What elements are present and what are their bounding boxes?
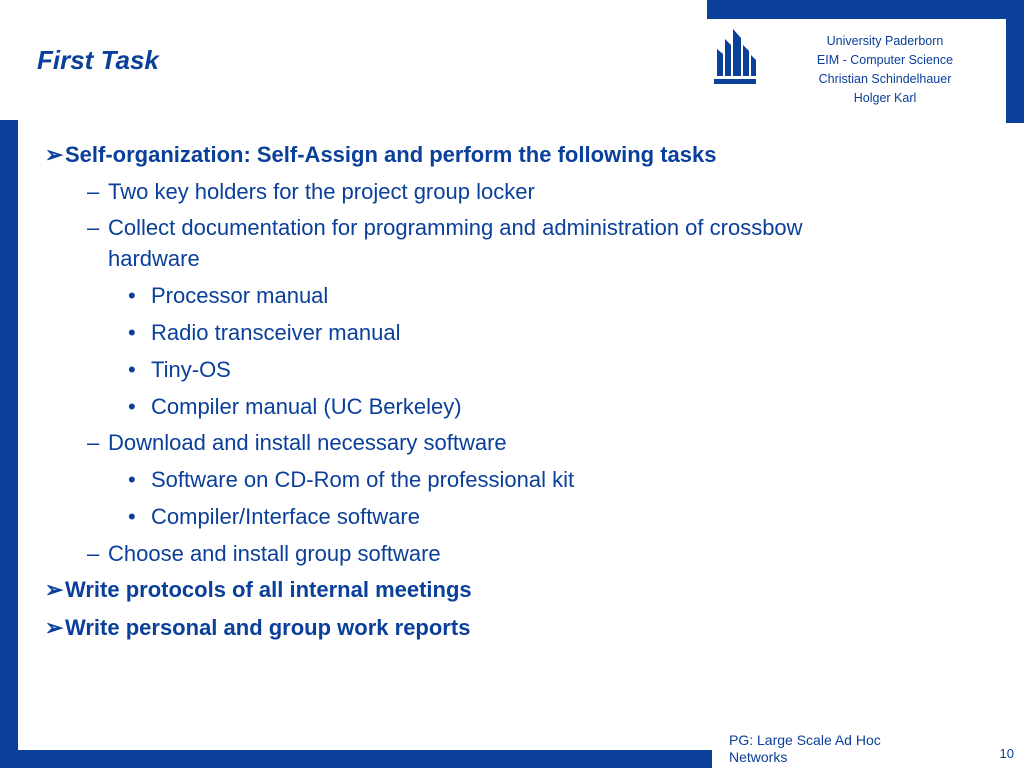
slide-title: First Task <box>37 45 159 75</box>
bullet-text: Processor manual <box>151 283 329 308</box>
arrow-bullet-icon: ➢ <box>45 142 64 167</box>
bullet-text: Choose and install group software <box>108 541 441 566</box>
bullet-text: Collect documentation for programming and administration of crossbow <box>108 215 803 240</box>
bullet-text: Radio transceiver manual <box>151 320 401 345</box>
page-number: 10 <box>999 746 1014 761</box>
footer-course-name: PG: Large Scale Ad Hoc Networks <box>729 732 881 765</box>
sub-sub-bullet-item <box>128 393 462 421</box>
sub-bullet-continuation: hardware <box>108 246 200 271</box>
bullet-text: Download and install necessary software <box>108 430 507 455</box>
bullet-text: Two key holders for the project group locker <box>108 179 535 204</box>
bullet-text: Write protocols of all internal meetings <box>65 577 472 602</box>
sub-sub-bullet-item <box>128 503 420 531</box>
sub-sub-bullet-item <box>128 319 400 347</box>
dot-bullet-icon: • <box>128 467 136 492</box>
author-name: Holger Karl <box>853 91 917 105</box>
bullet-text: Software on CD-Rom of the professional kit <box>151 467 575 492</box>
sub-bullet-item <box>87 178 535 206</box>
bullet-item <box>45 614 470 642</box>
dot-bullet-icon: • <box>128 357 136 382</box>
sub-sub-bullet-item <box>128 466 574 494</box>
bullet-text: Write personal and group work reports <box>65 615 471 640</box>
sub-sub-bullet-item <box>128 356 231 384</box>
dot-bullet-icon: • <box>128 504 136 529</box>
dash-bullet-icon: – <box>87 430 100 455</box>
dot-bullet-icon: • <box>128 320 136 345</box>
author-name: Christian Schindelhauer <box>818 72 952 86</box>
bullet-text: Tiny-OS <box>151 357 231 382</box>
arrow-bullet-icon: ➢ <box>45 577 64 602</box>
dot-bullet-icon: • <box>128 394 136 419</box>
bullet-text: Compiler/Interface software <box>151 504 420 529</box>
dash-bullet-icon: – <box>87 179 100 204</box>
department-name: EIM - Computer Science <box>816 53 954 67</box>
bullet-text: Self-organization: Self-Assign and perform the following tasks <box>65 142 717 167</box>
university-name: University Paderborn <box>826 34 944 48</box>
bullet-item <box>45 576 472 604</box>
dash-bullet-icon: – <box>87 541 100 566</box>
sub-sub-bullet-item <box>128 282 328 310</box>
dot-bullet-icon: • <box>128 283 136 308</box>
sub-bullet-item <box>87 540 441 568</box>
sub-bullet-item <box>87 214 803 242</box>
arrow-bullet-icon: ➢ <box>45 615 64 640</box>
dash-bullet-icon: – <box>87 215 100 240</box>
bullet-text: Compiler manual (UC Berkeley) <box>151 394 462 419</box>
bullet-item <box>45 141 717 169</box>
sub-bullet-item <box>87 429 507 457</box>
